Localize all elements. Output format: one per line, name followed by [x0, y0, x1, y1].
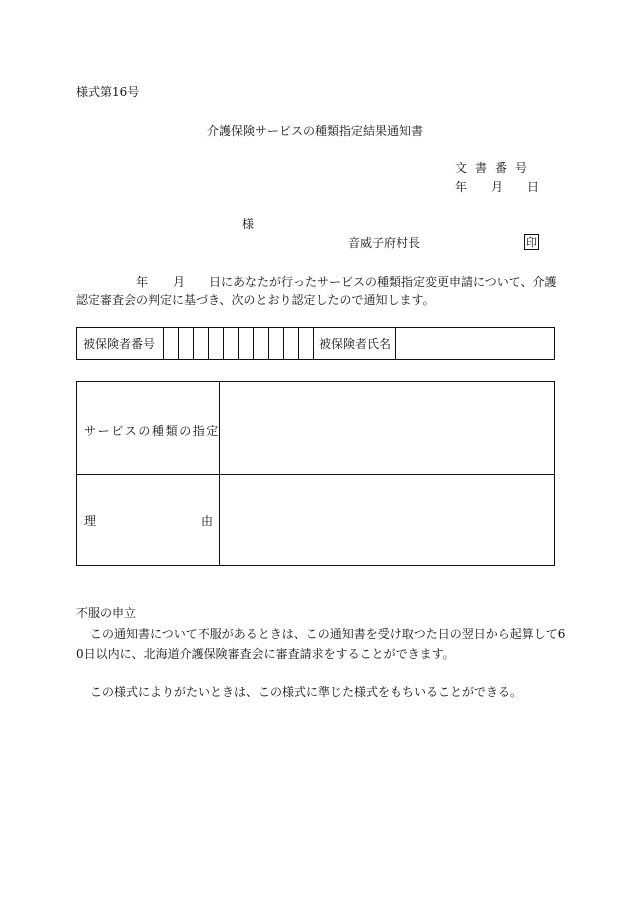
- appeal-text-line-1: この通知書について不服があるときは、この通知書を受け取つた日の翌日から起算して6: [90, 627, 566, 641]
- insured-number-digit-cell: [299, 328, 314, 359]
- insured-number-digit-cell: [239, 328, 254, 359]
- insured-info-table: [76, 327, 555, 360]
- service-designation-label: サービスの種類の指定: [84, 424, 221, 438]
- reason-label-first: 理: [84, 514, 97, 528]
- table-column-divider: [219, 382, 220, 565]
- insured-number-digit-cell: [179, 328, 194, 359]
- reason-label-second: 由: [201, 514, 214, 528]
- form-note: この様式によりがたいときは、この様式に準じた様式をもちいることができる。: [90, 685, 523, 699]
- issue-date-month: 月: [490, 180, 503, 194]
- addressee-suffix: 様: [242, 217, 255, 231]
- insured-name-cell: [396, 328, 554, 359]
- body-text-line-2: 認定審査会の判定に基づき、次のとおり認定したので通知します。: [76, 293, 435, 307]
- seal-mark: 印: [526, 235, 537, 249]
- insured-number-label: 被保険者番号: [77, 328, 164, 359]
- issue-date-day: 日: [526, 180, 539, 194]
- body-month: 月: [173, 275, 186, 289]
- insured-number-digit-cell: [194, 328, 209, 359]
- designation-table: [76, 381, 555, 566]
- issuer-name: 音威子府村長: [348, 236, 421, 250]
- body-year: 年: [136, 275, 149, 289]
- body-line-1-rest: 日にあなたが行ったサービスの種類指定変更申請について、介護: [209, 275, 557, 289]
- form-number: 様式第16号: [76, 85, 140, 99]
- insured-name-label: 被保険者氏名: [314, 328, 396, 359]
- appeal-heading: 不服の申立: [76, 606, 137, 620]
- issue-date-year: 年: [455, 180, 468, 194]
- insured-number-digit-cell: [254, 328, 269, 359]
- document-number-label: 文書番号: [455, 161, 536, 175]
- service-designation-row: [77, 382, 554, 475]
- reason-row: [77, 475, 554, 565]
- insured-number-digit-cell: [209, 328, 224, 359]
- insured-number-digit-cell: [284, 328, 299, 359]
- document-title: 介護保険サービスの種類指定結果通知書: [206, 124, 423, 138]
- insured-number-digit-cell: [224, 328, 239, 359]
- appeal-text-line-2: 0日以内に、北海道介護保険審査会に審査請求をすることができます。: [76, 647, 455, 661]
- insured-number-digit-cell: [269, 328, 284, 359]
- issue-date: [455, 181, 539, 193]
- insured-number-digit-cell: [164, 328, 179, 359]
